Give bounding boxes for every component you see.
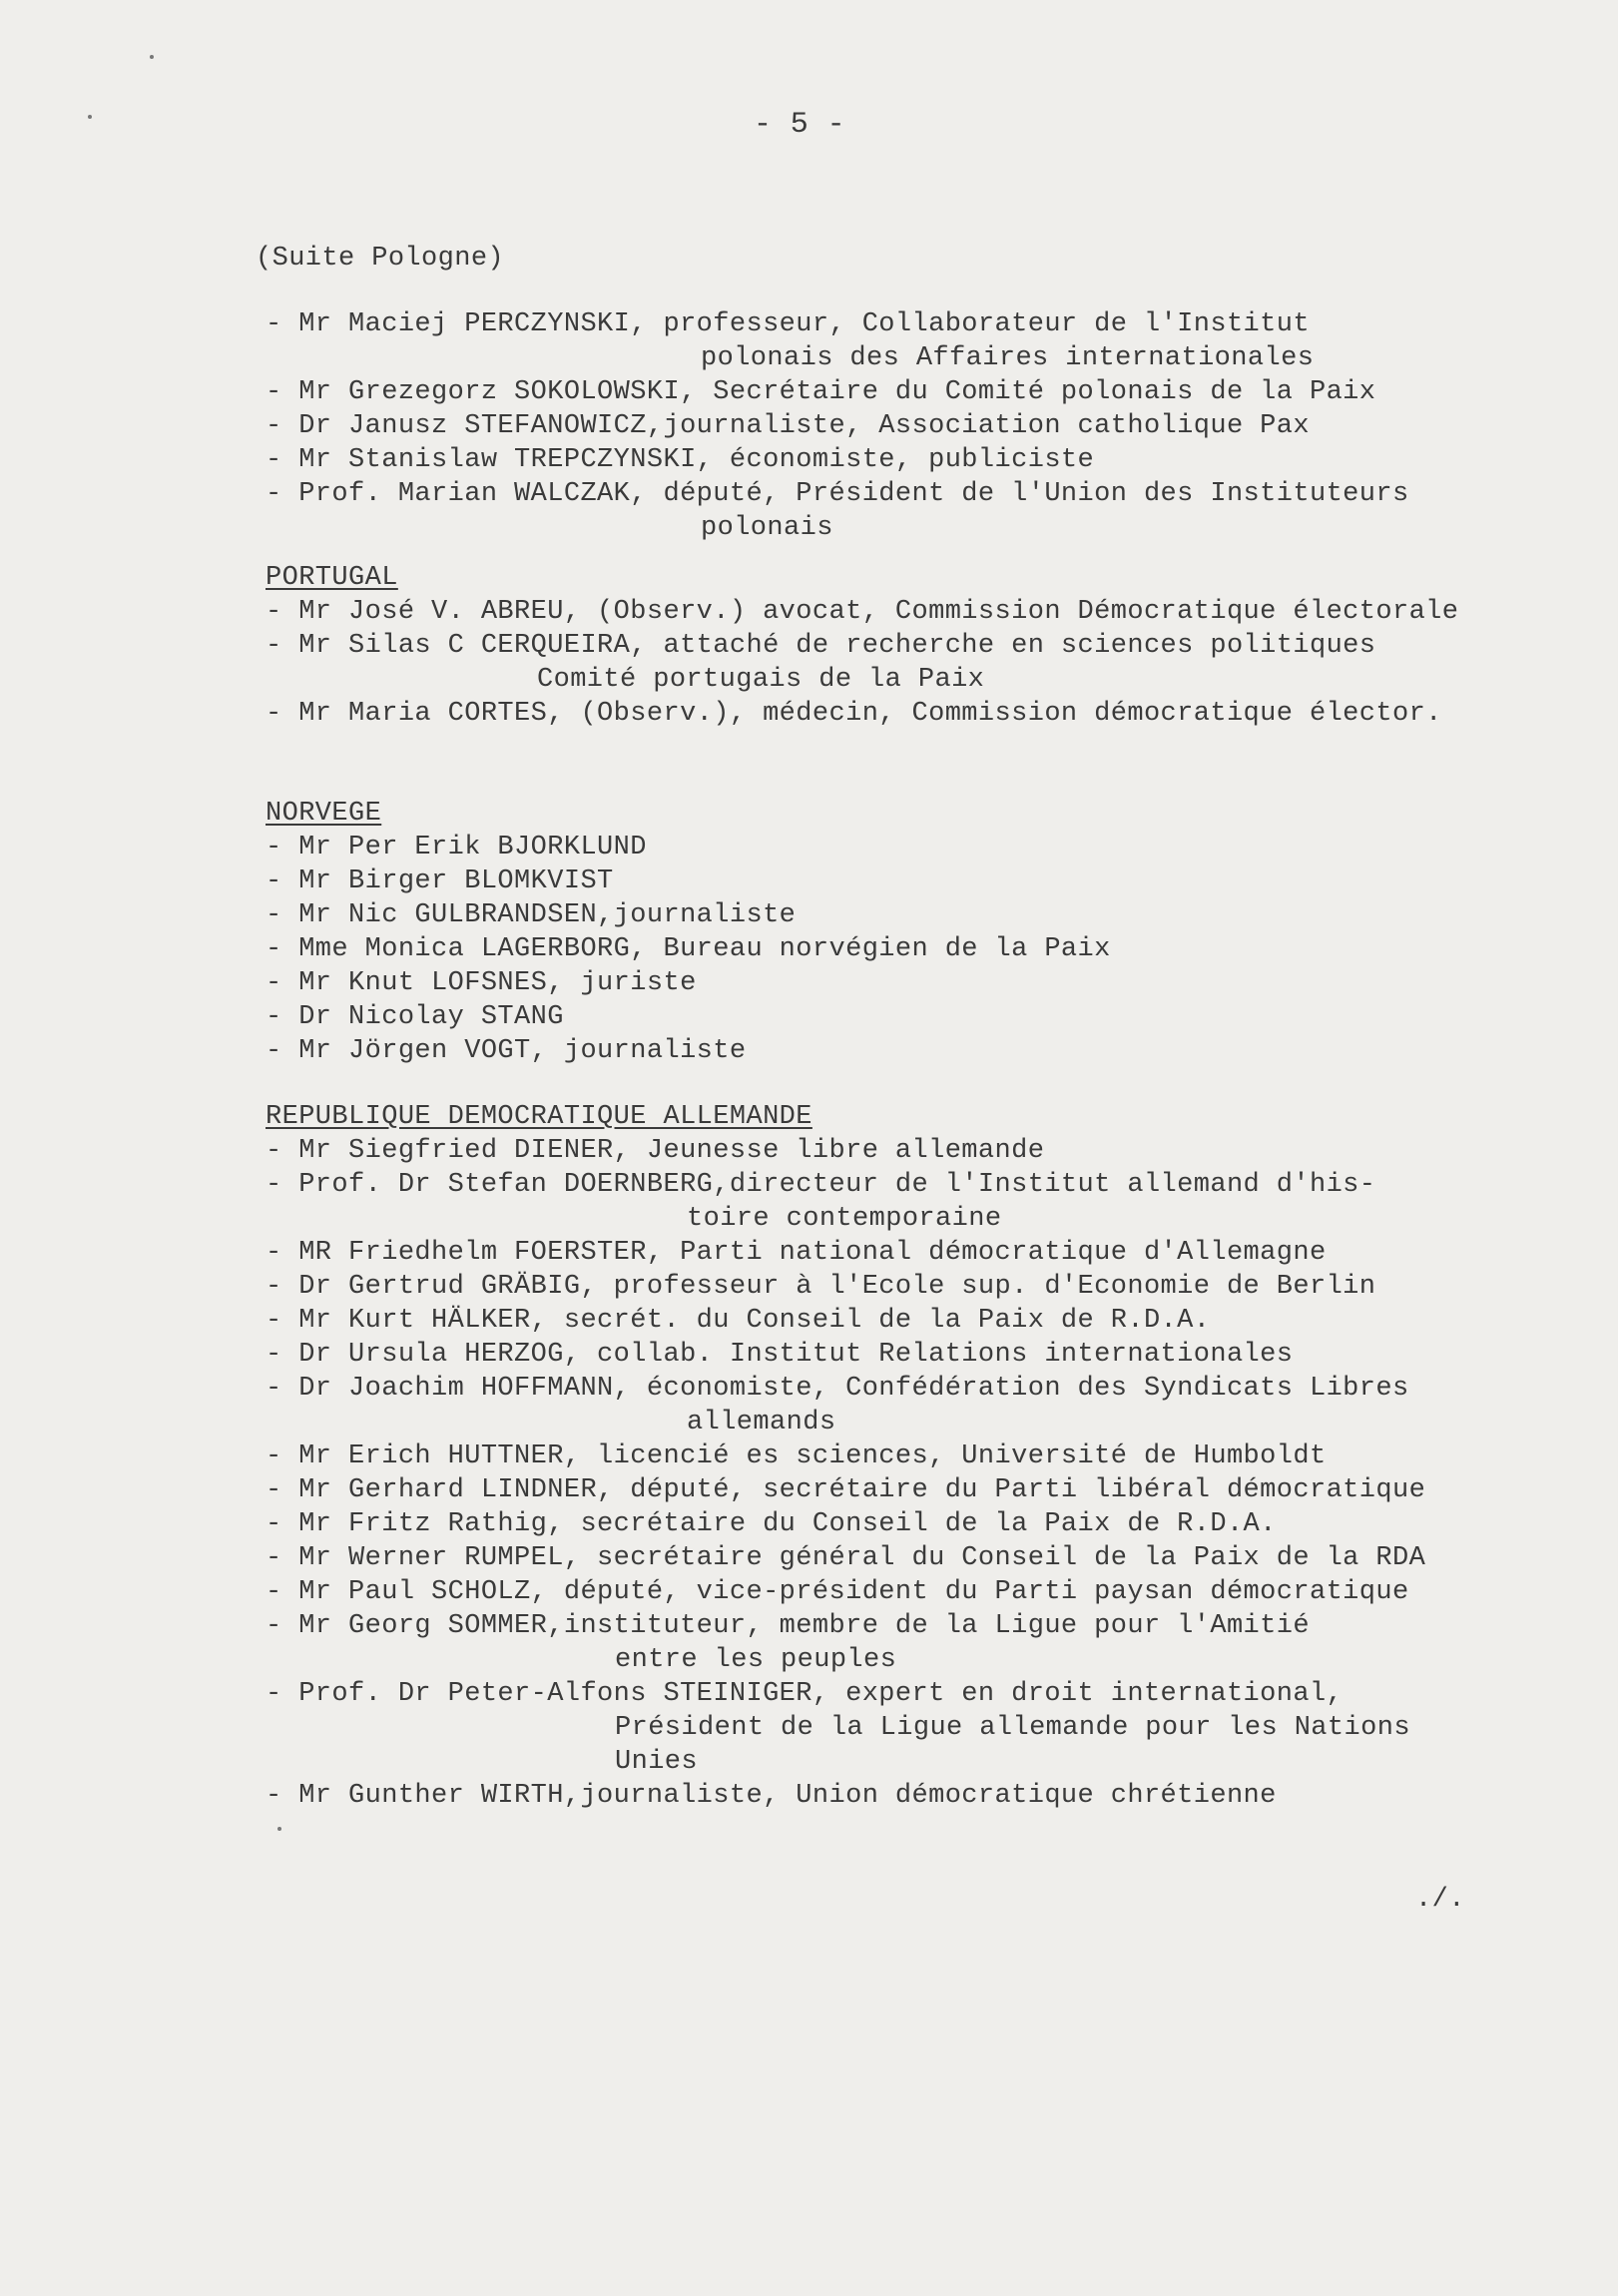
list-item: - Mme Monica LAGERBORG, Bureau norvégien de la Paix — [266, 934, 1111, 964]
list-item: - Mr Paul SCHOLZ, député, vice-président du Parti paysan démocratique — [266, 1577, 1409, 1607]
list-item: - Dr Gertrud GRÄBIG, professeur à l'Ecole sup. d'Economie de Berlin — [266, 1272, 1376, 1302]
paper-speck — [277, 1827, 281, 1831]
list-item: - Prof. Marian WALCZAK, député, Président de l'Union des Instituteurs — [266, 479, 1409, 509]
list-item-continuation: allemands — [687, 1408, 836, 1437]
list-item: - Mr Stanislaw TREPCZYNSKI, économiste, publiciste — [266, 445, 1095, 475]
paper-speck — [150, 55, 154, 59]
section-heading-norvege: NORVEGE — [266, 799, 382, 829]
section-heading-portugal: PORTUGAL — [266, 563, 398, 593]
list-item: - Mr Kurt HÄLKER, secrét. du Conseil de la Paix de R.D.A. — [266, 1306, 1211, 1336]
list-item: - Dr Nicolay STANG — [266, 1002, 564, 1032]
list-item: - Mr Silas C CERQUEIRA, attaché de recherche en sciences politiques — [266, 631, 1376, 661]
section-heading-rda: REPUBLIQUE DEMOCRATIQUE ALLEMANDE — [266, 1102, 812, 1132]
list-item: - Prof. Dr Stefan DOERNBERG,directeur de l'Institut allemand d'his- — [266, 1170, 1376, 1200]
list-item-continuation: polonais — [701, 513, 833, 543]
list-item: - Mr Gunther WIRTH,journaliste, Union démocratique chrétienne — [266, 1781, 1277, 1811]
list-item: - Mr Knut LOFSNES, juriste — [266, 968, 697, 998]
list-item: - Mr Georg SOMMER,instituteur, membre de la Ligue pour l'Amitié — [266, 1611, 1310, 1641]
list-item: - Mr José V. ABREU, (Observ.) avocat, Commission Démocratique électorale — [266, 597, 1459, 627]
list-item: - Dr Joachim HOFFMANN, économiste, Confédération des Syndicats Libres — [266, 1374, 1409, 1404]
list-item: - Dr Janusz STEFANOWICZ,journaliste, Association catholique Pax — [266, 411, 1310, 441]
list-item: - Mr Grezegorz SOKOLOWSKI, Secrétaire du Comité polonais de la Paix — [266, 377, 1376, 407]
list-item: - Mr Per Erik BJORKLUND — [266, 833, 647, 862]
list-item-continuation: Président de la Ligue allemande pour les Nations — [615, 1713, 1410, 1743]
list-item-continuation: entre les peuples — [615, 1645, 897, 1675]
list-item: - Mr Siegfried DIENER, Jeunesse libre allemande — [266, 1136, 1045, 1166]
list-item: - Mr Maciej PERCZYNSKI, professeur, Collaborateur de l'Institut — [266, 309, 1310, 339]
list-item: - Mr Maria CORTES, (Observ.), médecin, Commission démocratique élector. — [266, 699, 1442, 729]
list-item: - Mr Jörgen VOGT, journaliste — [266, 1036, 747, 1066]
list-item-continuation: Comité portugais de la Paix — [537, 665, 985, 695]
continued-mark: ./. — [1415, 1885, 1465, 1915]
list-item: - Mr Birger BLOMKVIST — [266, 866, 614, 896]
list-item-continuation: Unies — [615, 1747, 699, 1777]
list-item-continuation: polonais des Affaires internationales — [701, 343, 1315, 373]
list-item: - Mr Fritz Rathig, secrétaire du Conseil de la Paix de R.D.A. — [266, 1509, 1277, 1539]
page-number: - 5 - — [754, 108, 846, 142]
list-item-continuation: toire contemporaine — [687, 1204, 1002, 1234]
list-item: - Mr Werner RUMPEL, secrétaire général du Conseil de la Paix de la RDA — [266, 1543, 1426, 1573]
list-item: - Mr Erich HUTTNER, licencié es sciences, Université de Humboldt — [266, 1441, 1327, 1471]
list-item: - Mr Gerhard LINDNER, député, secrétaire du Parti libéral démocratique — [266, 1475, 1426, 1505]
continuation-note: (Suite Pologne) — [256, 244, 505, 274]
list-item: - Prof. Dr Peter-Alfons STEINIGER, expert en droit international, — [266, 1679, 1344, 1709]
list-item: - Mr Nic GULBRANDSEN,journaliste — [266, 900, 797, 930]
list-item: - Dr Ursula HERZOG, collab. Institut Relations internationales — [266, 1340, 1294, 1370]
paper-speck — [88, 115, 92, 119]
list-item: - MR Friedhelm FOERSTER, Parti national démocratique d'Allemagne — [266, 1238, 1327, 1268]
